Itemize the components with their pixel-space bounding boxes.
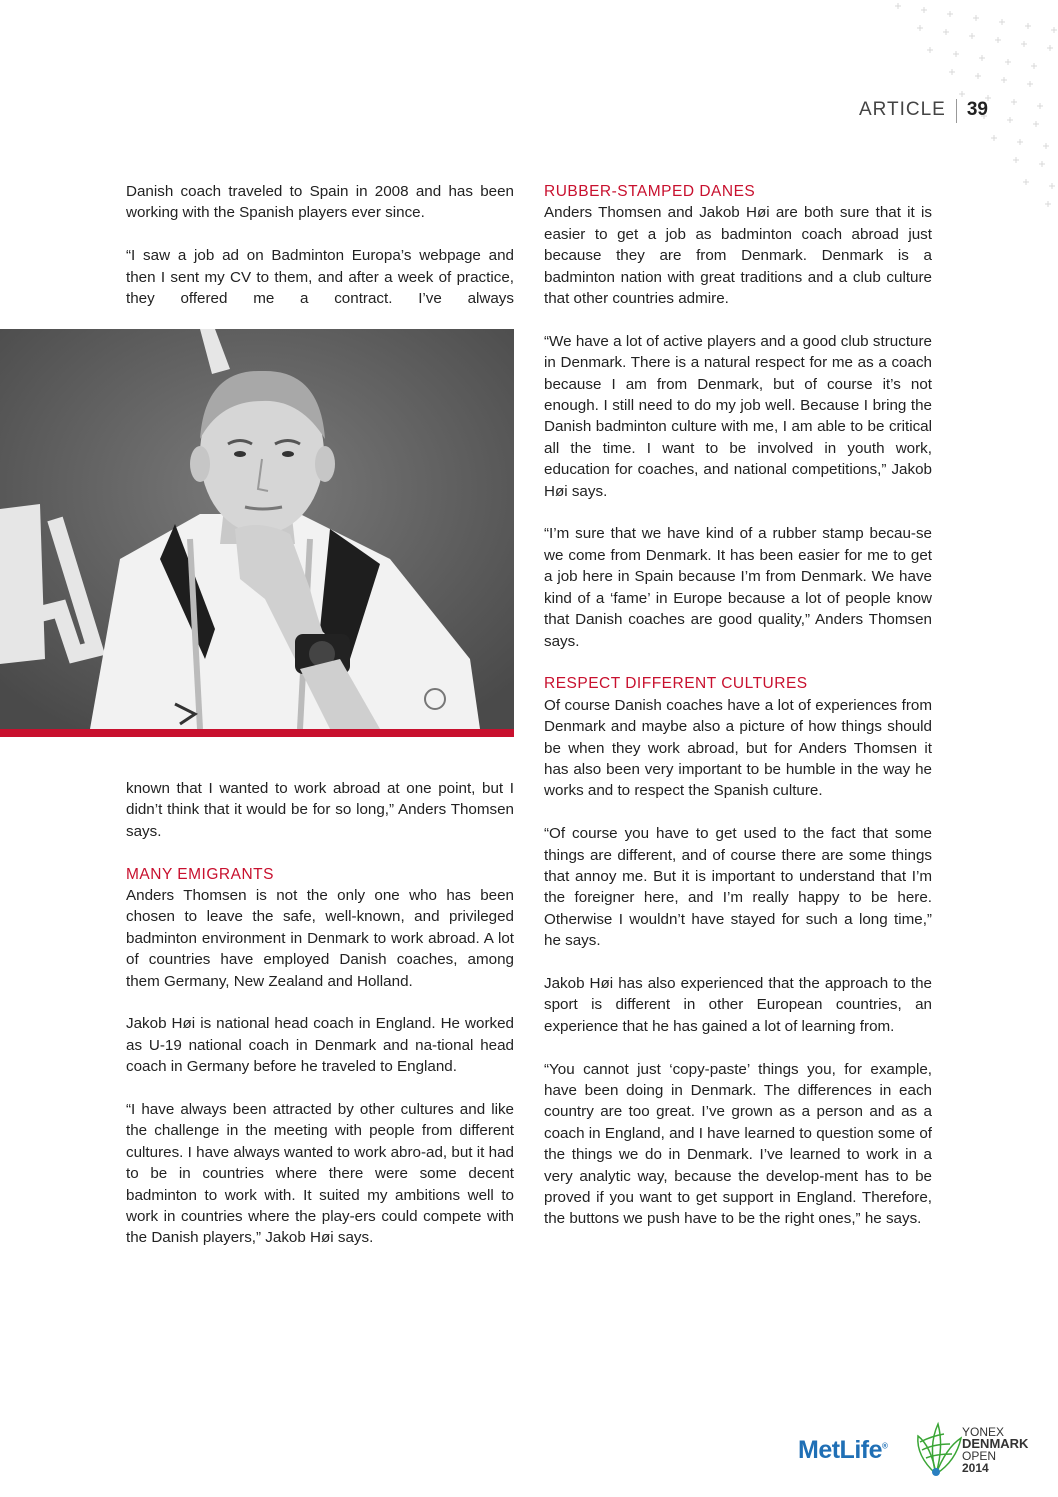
left-column-bottom <box>126 778 514 1270</box>
section-heading: MANY EMIGRANTS <box>126 865 274 883</box>
metlife-logo: MetLife® <box>798 1436 888 1464</box>
section-label: ARTICLE <box>858 99 946 120</box>
paragraph: Jakob Høi has also experienced that the approach to the sport is different in other European countries, an experience that he has gained a lot of learning from. <box>544 974 932 1035</box>
event-country: DENMARK <box>962 1436 1029 1451</box>
paragraph: “I’m sure that we have kind of a rubber stamp becau-se we come from Denmark. It has been easier for me to get a job here in Spain because I’m from Denmark. We have kind of a ‘fame’ in Europe because a lot of people know that Danish coaches are good quality,” Anders Thomsen says. <box>544 525 932 650</box>
paragraph: “Of course you have to get used to the fact that some things are different, and of course there are some things that annoy me. But it is important to understand that I’m the foreigner here, and I’m really happy to be here. Otherwise I wouldn’t have stayed for such a long time,” he says. <box>544 825 932 950</box>
left-column-top <box>126 181 514 331</box>
shuttlecock-logo-icon <box>906 1416 964 1478</box>
section-heading: RUBBER-STAMPED DANES <box>544 183 756 200</box>
paragraph: Of course Danish coaches have a lot of experiences from Denmark and maybe also a picture of how things should be when they work abroad, but for Anders Thomsen it has also been very important to be humble in the way he works and to respect the Spanish culture. <box>544 696 932 800</box>
paragraph: “I have always been attracted by other cultures and like the challenge in the meeting with people from different cultures. I have always wanted to work abro-ad, but it had to be in countries where there were some decent badminton to work with. It suited my ambitions well to work in countries where the play-ers could compete with the Danish players,” Jakob Høi says. <box>126 1101 514 1247</box>
coach-photo-image <box>0 329 514 729</box>
page-header <box>859 99 988 123</box>
footer-logos <box>798 1414 1038 1478</box>
paragraph: Danish coach traveled to Spain in 2008 and has been working with the Spanish players ever since. <box>126 183 514 222</box>
photo-accent-bar <box>0 729 514 737</box>
paragraph: Anders Thomsen and Jakob Høi are both sure that it is easier to get a job as badminton coach abroad just because they are from Denmark. Denmark is a badminton nation with great traditions and a club culture that other countries admire. <box>544 204 932 308</box>
right-column <box>544 181 932 1251</box>
paragraph: Anders Thomsen is not the only one who has been chosen to leave the safe, well-known, and privileged badminton environment in Denmark to work abroad. A lot of countries have employed Danish coaches, among them Germany, New Zealand and Holland. <box>126 887 514 990</box>
paragraph: Jakob Høi is national head coach in England. He worked as U-19 national coach in Denmark and na-tional head coach in Germany before he traveled to England. <box>126 1015 514 1076</box>
header-divider <box>956 99 957 123</box>
page-number: 39 <box>966 99 988 120</box>
event-logo-text <box>962 1426 1028 1474</box>
paragraph: “I saw a job ad on Badminton Europa’s webpage and then I sent my CV to them, and after a week of practice, they offered me a contract. I’ve always <box>126 247 514 308</box>
paragraph: “You cannot just ‘copy-paste’ things you, for example, have been doing in Denmark. The differences in each country are too great. I’ve grown as a person and as a coach in England, and I have learned to question some of the things we do in Denmark. I’ve learned to work in a very analytic way, because the develop-ment has to be proved if you want to get support in England. Therefore, the buttons we push have to be the right ones,” he says. <box>544 1060 932 1228</box>
section-heading: RESPECT DIFFERENT CULTURES <box>544 675 808 693</box>
paragraph: “We have a lot of active players and a good club structure in Denmark. There is a natural respect for me as a coach because I am from Denmark, but of course it’s not enough. I still need to do my job well. Because I bring the Danish badminton culture with me, I am able to be critical all the time. I want to be involved in youth work, education for coaches, and national competitions,” Jakob Høi says. <box>544 332 932 500</box>
coach-photo <box>0 329 514 729</box>
paragraph: known that I wanted to work abroad at one point, but I didn’t think that it would be for so long,” Anders Thomsen says. <box>126 780 514 840</box>
event-name: OPEN 2014 <box>962 1449 997 1475</box>
event-brand: YONEX <box>962 1425 1005 1439</box>
